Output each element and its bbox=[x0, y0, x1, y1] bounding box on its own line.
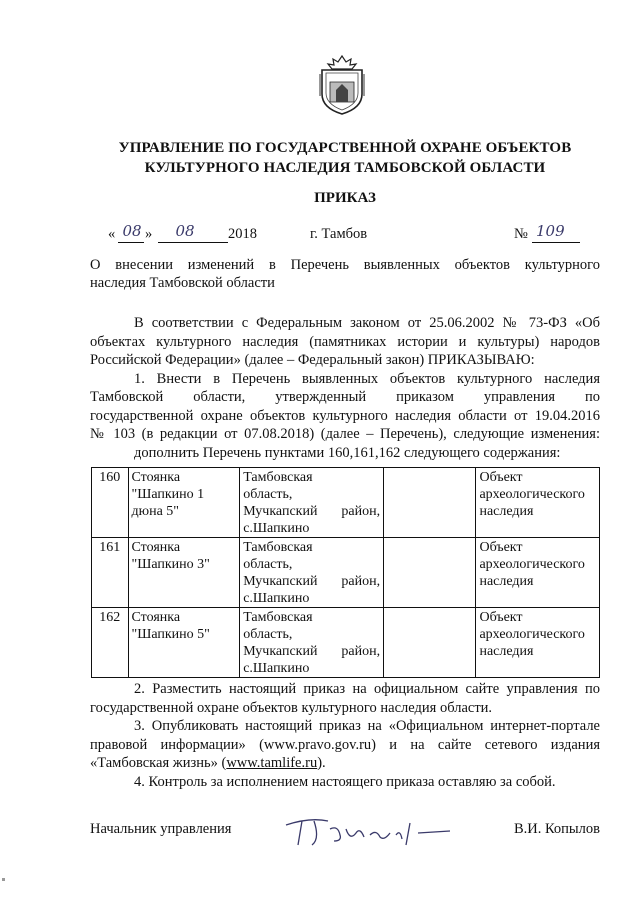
order-subject bbox=[90, 256, 600, 292]
cell-line: дюна 5" bbox=[131, 504, 180, 519]
paragraph-line bbox=[90, 754, 600, 773]
month-underline bbox=[158, 242, 228, 243]
cell-line: с.Шапкино bbox=[243, 521, 310, 536]
cell-line: Объект bbox=[479, 470, 523, 485]
cell-line: археологического bbox=[479, 627, 585, 642]
paragraph-line: 1. Внести в Перечень выявленных объектов культурного наследия bbox=[134, 370, 600, 387]
document-type-title: ПРИКАЗ bbox=[314, 190, 376, 206]
date-month-handwritten: 08 bbox=[175, 222, 195, 240]
subject-line: наследия Тамбовской области bbox=[90, 275, 275, 291]
location-cell bbox=[240, 608, 384, 678]
cell-line: Мучкапский район, bbox=[243, 644, 381, 659]
row-number-cell: 162 bbox=[92, 608, 129, 678]
day-underline bbox=[118, 242, 144, 243]
cell-line: Объект bbox=[479, 540, 523, 555]
paragraph-line: государственной охране объектов культурного наследия области от 19.04.2016 bbox=[90, 407, 600, 424]
cell-line: Стоянка bbox=[131, 540, 181, 555]
cell-line: археологического bbox=[479, 487, 585, 502]
empty-cell bbox=[384, 538, 476, 608]
order-body bbox=[90, 314, 600, 462]
cell-line: археологического bbox=[479, 557, 585, 572]
date-year: 2018 bbox=[228, 226, 257, 242]
date-day-handwritten: 08 bbox=[122, 222, 142, 240]
text-fragment: «Тамбовская жизнь» ( bbox=[90, 755, 227, 771]
row-number-cell: 160 bbox=[92, 468, 129, 538]
cell-line: с.Шапкино bbox=[243, 661, 310, 676]
number-sign: № bbox=[514, 226, 528, 242]
table-row bbox=[92, 538, 600, 608]
tamlife-link[interactable]: www.tamlife.ru bbox=[226, 755, 318, 771]
paragraph-line: Тамбовской области, утвержденный приказом управления по bbox=[90, 389, 600, 405]
organization-name-line2: КУЛЬТУРНОГО НАСЛЕДИЯ ТАМБОВСКОЙ ОБЛАСТИ bbox=[144, 160, 546, 176]
category-cell bbox=[476, 468, 600, 538]
row-number-cell: 161 bbox=[92, 538, 129, 608]
cell-line: "Шапкино 1 bbox=[131, 487, 205, 502]
paragraph-line: Российской Федерации» (далее – Федеральный закон) ПРИКАЗЫВАЮ: bbox=[90, 352, 535, 368]
signature-block bbox=[90, 821, 600, 845]
handwritten-signature-icon bbox=[280, 811, 460, 851]
paragraph-line: государственной охране объектов культурного наследия области. bbox=[90, 699, 493, 716]
heritage-objects-table bbox=[91, 467, 600, 678]
paragraph-line: 3. Опубликовать настоящий приказ на «Официальном интернет-портале bbox=[134, 718, 600, 734]
table-row bbox=[92, 608, 600, 678]
date-open-quote: « bbox=[108, 226, 116, 242]
tambov-coat-of-arms-icon bbox=[318, 54, 366, 116]
organization-name-line1: УПРАВЛЕНИЕ ПО ГОСУДАРСТВЕННОЙ ОХРАНЕ ОБЪЕКТОВ bbox=[118, 140, 572, 156]
object-name-cell bbox=[128, 468, 240, 538]
date-number-line bbox=[90, 222, 600, 248]
cell-line: Мучкапский район, bbox=[243, 574, 381, 589]
cell-line: область, bbox=[243, 487, 293, 502]
cell-line: Мучкапский район, bbox=[243, 504, 381, 519]
signer-name: В.И. Копылов bbox=[513, 821, 600, 837]
cell-line: с.Шапкино bbox=[243, 591, 310, 606]
cell-line: Тамбовская bbox=[243, 470, 313, 485]
order-closing-paragraphs bbox=[90, 680, 600, 791]
paragraph-line: 2. Разместить настоящий приказ на официальном сайте управления по bbox=[134, 681, 600, 697]
category-cell bbox=[476, 608, 600, 678]
cell-line: наследия bbox=[479, 574, 534, 589]
cell-line: Объект bbox=[479, 610, 523, 625]
paragraph-line: дополнить Перечень пунктами 160,161,162 следующего содержания: bbox=[134, 444, 561, 461]
text-fragment: ). bbox=[317, 755, 326, 771]
location-cell bbox=[240, 468, 384, 538]
empty-cell bbox=[384, 468, 476, 538]
cell-line: "Шапкино 5" bbox=[131, 627, 210, 642]
cell-line: Стоянка bbox=[131, 610, 181, 625]
subject-line: О внесении изменений в Перечень выявленных объектов культурного bbox=[90, 257, 600, 273]
cell-line: наследия bbox=[479, 504, 534, 519]
date-close-quote: » bbox=[145, 226, 153, 242]
cell-line: область, bbox=[243, 557, 293, 572]
category-cell bbox=[476, 538, 600, 608]
signer-role: Начальник управления bbox=[90, 821, 232, 837]
city: г. Тамбов bbox=[310, 226, 368, 242]
object-name-cell bbox=[128, 608, 240, 678]
cell-line: наследия bbox=[479, 644, 534, 659]
cell-line: область, bbox=[243, 627, 293, 642]
paragraph-line: В соответствии с Федеральным законом от 25.06.2002 № 73-ФЗ «Об bbox=[134, 315, 600, 331]
paragraph-line: правовой информации» (www.pravo.gov.ru) и на сайте сетевого издания bbox=[90, 736, 600, 753]
paragraph-line: № 103 (в редакции от 07.08.2018) (далее – Перечень), следующие изменения: bbox=[90, 426, 600, 442]
paragraph-line: объектах культурного наследия (памятниках истории и культуры) народов bbox=[90, 333, 600, 350]
location-cell bbox=[240, 538, 384, 608]
table-row bbox=[92, 468, 600, 538]
scan-dot bbox=[2, 878, 5, 881]
order-number-handwritten: 109 bbox=[536, 222, 565, 240]
paragraph-line: 4. Контроль за исполнением настоящего приказа оставляю за собой. bbox=[134, 773, 556, 790]
cell-line: Стоянка bbox=[131, 470, 181, 485]
cell-line: Тамбовская bbox=[243, 610, 313, 625]
cell-line: Тамбовская bbox=[243, 540, 313, 555]
number-underline bbox=[532, 242, 580, 243]
object-name-cell bbox=[128, 538, 240, 608]
empty-cell bbox=[384, 608, 476, 678]
cell-line: "Шапкино 3" bbox=[131, 557, 210, 572]
